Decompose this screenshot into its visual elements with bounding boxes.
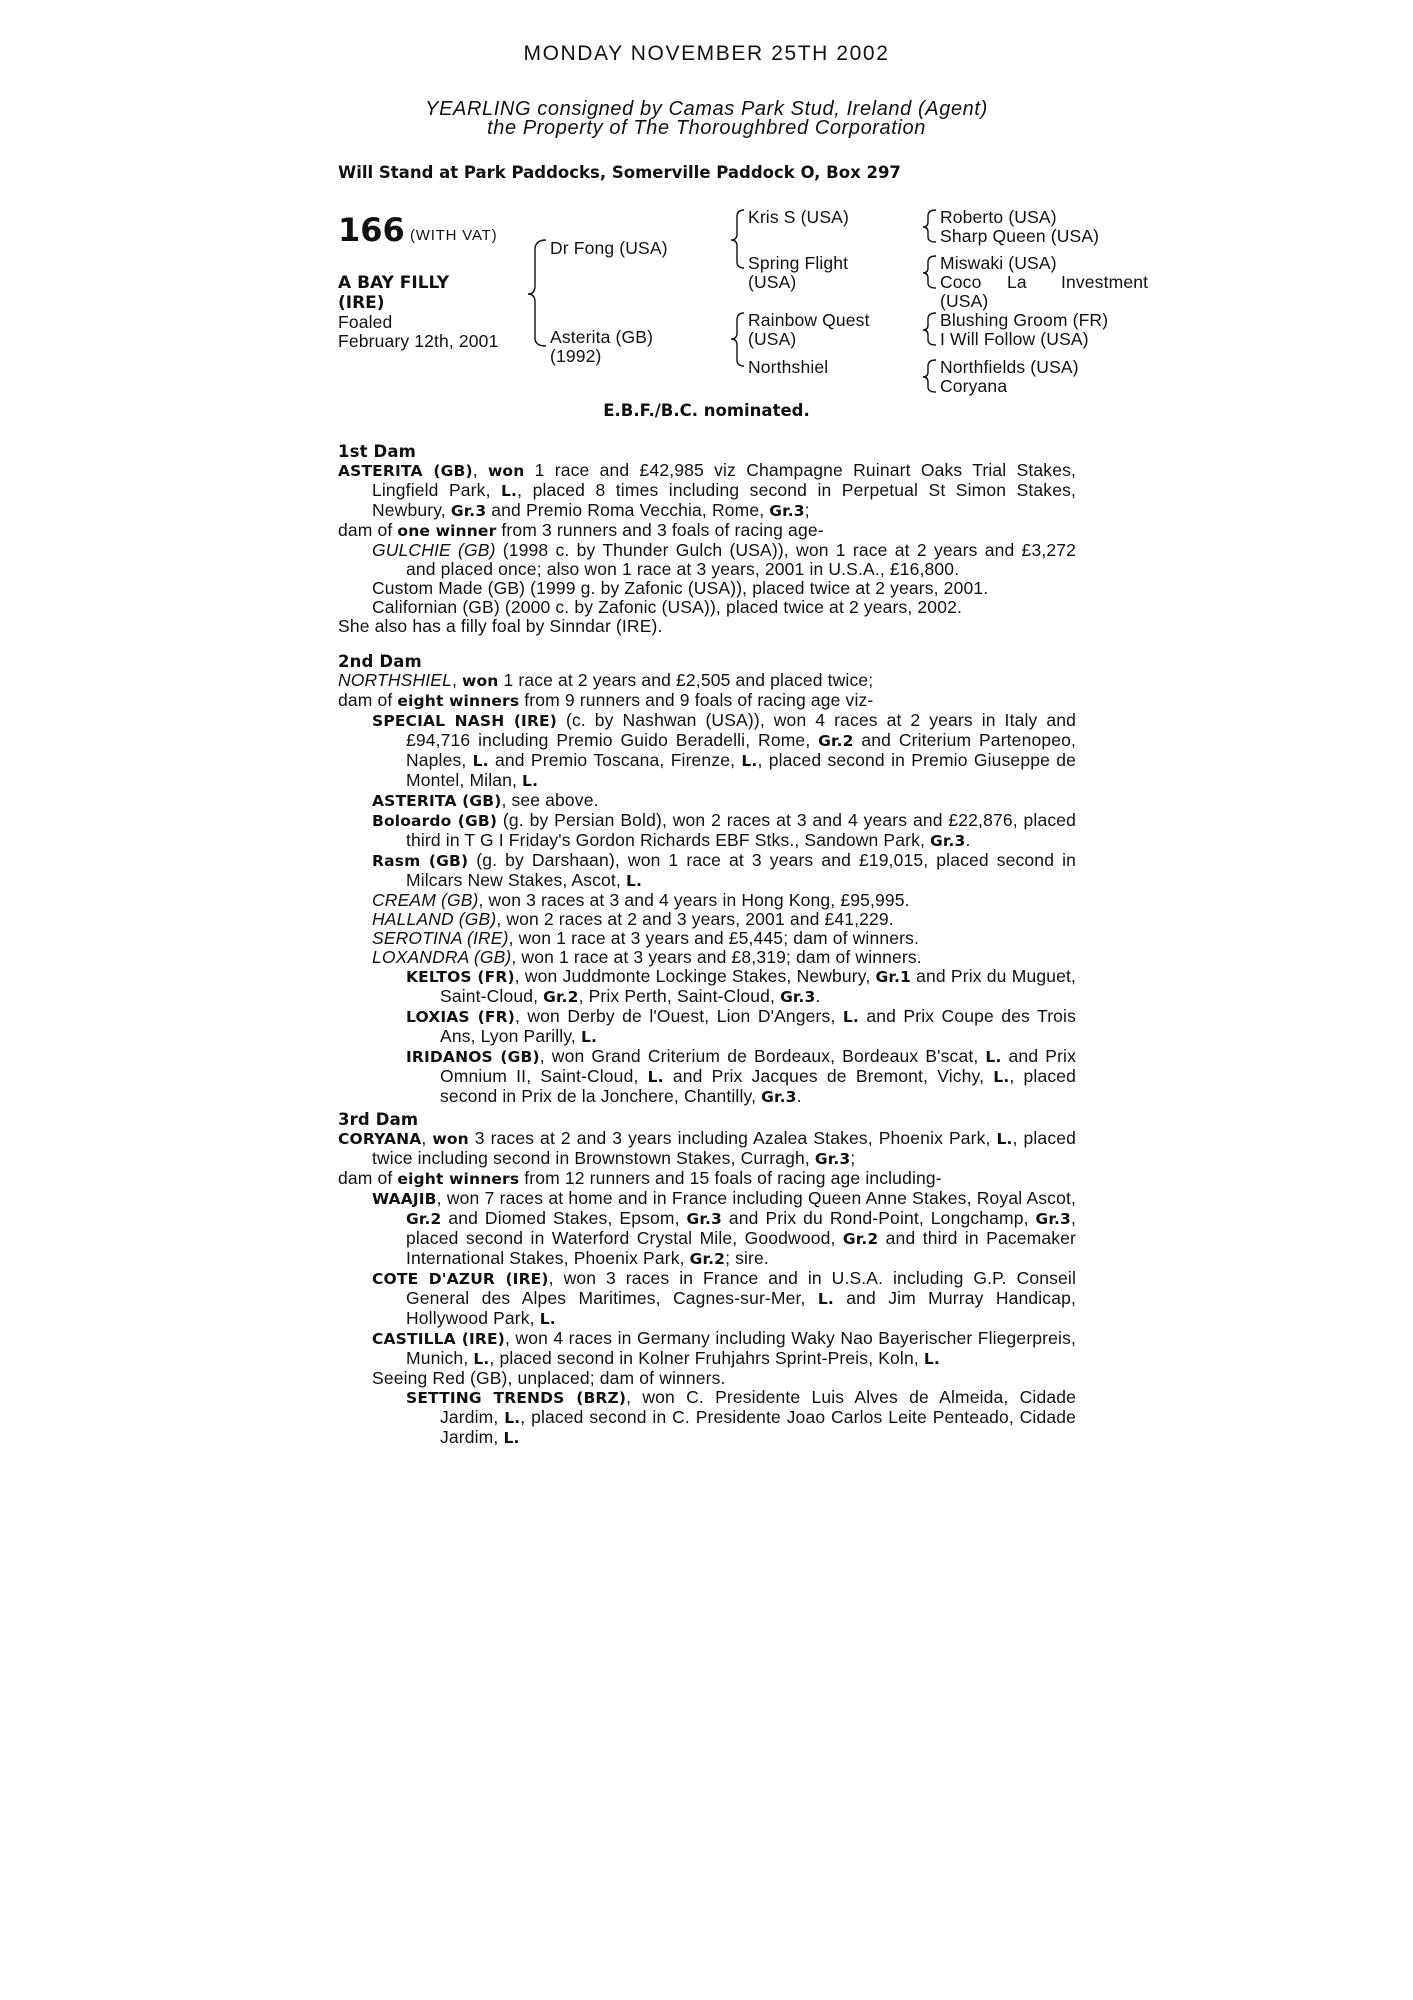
bold-text: L.	[539, 1310, 556, 1328]
entry-paragraph	[338, 811, 1076, 851]
bold-text: L.	[522, 772, 539, 790]
text-run: Custom Made (GB) (1999 g. by Zafonic (USA)), placed twice at 2 years, 2001.	[372, 578, 989, 598]
bold-text: L.	[472, 752, 489, 770]
bold-text: won	[432, 1130, 469, 1148]
bold-text: COTE D'AZUR (IRE)	[372, 1270, 549, 1288]
italic-text: GULCHIE (GB)	[372, 540, 496, 560]
text-run: , Prix Perth, Saint-Cloud,	[578, 986, 781, 1006]
text-run: , placed second in Prix de la Jonchere, Chantilly,	[440, 1066, 1077, 1106]
entry-paragraph	[338, 461, 1076, 521]
bold-text: Gr.3	[780, 988, 816, 1006]
bold-text: LOXIAS (FR)	[406, 1008, 515, 1026]
entry-paragraph	[338, 617, 1076, 636]
pedigree-gen3-item: Roberto (USA)	[940, 207, 1057, 227]
consignor-line-2: the Property of The Thoroughbred Corporation	[487, 117, 926, 139]
text-run: and Premio Toscana, Firenze,	[488, 750, 742, 770]
text-run: , won 3 races at 3 and 4 years in Hong Kong, £95,995.	[478, 890, 910, 910]
entry-paragraph	[338, 1189, 1076, 1269]
pedigree-gen2-item: Rainbow Quest	[748, 310, 870, 330]
bold-text: L.	[625, 872, 643, 890]
bold-text: won	[487, 462, 525, 480]
pedigree-gen3-item: (USA)	[940, 291, 989, 311]
text-run: .	[815, 986, 821, 1006]
text-run: dam of	[338, 1168, 398, 1188]
entry-paragraph	[338, 1129, 1076, 1169]
entry-paragraph	[338, 891, 1076, 910]
foaled-date: February 12th, 2001	[338, 331, 499, 351]
bold-text: Gr.2	[406, 1210, 442, 1228]
bold-text: Gr.2	[818, 732, 854, 750]
bold-text: L.	[842, 1008, 859, 1026]
text-run: .	[965, 830, 971, 850]
text-run: and Jim Murray Handicap, Hollywood Park,	[406, 1288, 1076, 1328]
entry-paragraph	[338, 1047, 1076, 1107]
text-run: from 9 runners and 9 foals of racing age viz-	[519, 690, 874, 710]
section-body	[338, 1129, 1076, 1448]
bold-text: L.	[923, 1350, 940, 1368]
text-run: , placed 8 times including second in Perpetual St Simon Stakes, Newbury,	[372, 480, 1076, 520]
entry-paragraph	[338, 1329, 1076, 1369]
text-run: and Prix du Muguet, Saint-Cloud,	[440, 966, 1076, 1006]
pedigree-sire: Dr Fong (USA)	[550, 238, 668, 258]
entry-paragraph	[338, 948, 1076, 967]
bold-text: ASTERITA (GB)	[338, 462, 473, 480]
bold-text: Gr.3	[761, 1088, 797, 1106]
text-run: 1 race at 2 years and £2,505 and placed twice;	[498, 670, 874, 690]
bold-text: Gr.2	[842, 1230, 879, 1248]
pedigree-gen2-item: (USA)	[748, 329, 797, 349]
text-run: , won Juddmonte Lockinge Stakes, Newbury,	[514, 966, 876, 986]
text-run: ;	[850, 1148, 856, 1168]
text-run: dam of	[338, 520, 398, 540]
text-run: , won Grand Criterium de Bordeaux, Bordeaux B'scat,	[539, 1046, 986, 1066]
text-run: from 12 runners and 15 foals of racing age including-	[519, 1168, 942, 1188]
section-heading: 1st Dam	[338, 442, 417, 461]
pedigree-gen3-item: La	[1007, 272, 1027, 292]
vat-note: (WITH VAT)	[410, 227, 498, 244]
bold-text: Gr.3	[686, 1210, 722, 1228]
bold-text: L.	[580, 1028, 598, 1046]
bold-text: Gr.1	[875, 968, 911, 986]
text-run: (1998 c. by Thunder Gulch (USA)), won 1 race at 2 years and £3,272 and placed once; also won 1 race at 3 years, 2001 in U.S.A., £16,800.	[406, 540, 1076, 579]
bold-text: Gr.3	[450, 502, 487, 520]
section-body	[338, 461, 1076, 636]
foaled-label: Foaled	[338, 312, 393, 332]
pedigree-gen3-item: Sharp Queen (USA)	[940, 226, 1100, 246]
pedigree-gen3-item: Northfields (USA)	[940, 357, 1079, 377]
entry-paragraph	[338, 541, 1076, 579]
entry-paragraph	[338, 521, 1076, 541]
entry-paragraph	[338, 711, 1076, 791]
bold-text: Gr.2	[543, 988, 579, 1006]
entry-paragraph	[338, 598, 1076, 617]
lot-description: A BAY FILLY	[338, 273, 450, 293]
italic-text: CREAM (GB)	[372, 890, 479, 910]
sale-date: MONDAY NOVEMBER 25TH 2002	[523, 42, 890, 65]
bold-text: one winner	[397, 522, 497, 540]
nomination-note: E.B.F./B.C. nominated.	[603, 401, 810, 420]
text-run: ,	[421, 1128, 433, 1148]
third-dam-section	[338, 1110, 1076, 1448]
pedigree-gen2-item: (USA)	[748, 272, 797, 292]
text-run: , won 1 race at 3 years and £5,445; dam of winners.	[508, 928, 919, 948]
bold-text: L.	[473, 1350, 490, 1368]
text-run: (g. by Persian Bold), won 2 races at 3 and 4 years and £22,876, placed third in T G I Friday's Gordon Richards EBF Stks., Sandown Park,	[406, 810, 1076, 850]
bold-text: Boloardo (GB)	[372, 812, 498, 830]
first-dam-section	[338, 442, 1076, 636]
text-run: , won 4 races in Germany including Waky Nao Bayerischer Fliegerpreis, Munich,	[406, 1328, 1076, 1368]
entry-paragraph	[338, 1369, 1076, 1388]
entry-paragraph	[338, 967, 1076, 1007]
text-run: from 3 runners and 3 foals of racing age-	[496, 520, 824, 540]
bold-text: L.	[996, 1130, 1013, 1148]
text-run: (c. by Nashwan (USA)), won 4 races at 2 years in Italy and £94,716 including Premio Guido Beradelli, Rome,	[406, 710, 1076, 750]
bold-text: Rasm (GB)	[372, 852, 469, 870]
pedigree-gen3-item: Miswaki (USA)	[940, 253, 1057, 273]
pedigree-gen3-item: I Will Follow (USA)	[940, 329, 1089, 349]
bold-text: L.	[817, 1290, 834, 1308]
text-run: ; sire.	[725, 1248, 769, 1268]
text-run: (g. by Darshaan), won 1 race at 3 years and £19,015, placed second in Milcars New Stakes, Ascot,	[406, 850, 1076, 890]
section-heading: 2nd Dam	[338, 652, 422, 671]
stand-location: Will Stand at Park Paddocks, Somerville Paddock O, Box 297	[338, 163, 901, 182]
text-run: and Premio Roma Vecchia, Rome,	[486, 500, 770, 520]
entry-paragraph	[338, 929, 1076, 948]
entry-paragraph	[338, 1007, 1076, 1047]
text-run: She also has a filly foal by Sinndar (IRE).	[338, 616, 663, 636]
bold-text: CASTILLA (IRE)	[372, 1330, 505, 1348]
second-dam-section	[338, 652, 1076, 1107]
entry-paragraph	[338, 851, 1076, 891]
bold-text: L.	[504, 1409, 521, 1427]
text-run: , won 7 races at home and in France including Queen Anne Stakes, Royal Ascot,	[436, 1188, 1076, 1208]
text-run: , placed twice including second in Brownstown Stakes, Curragh,	[372, 1128, 1076, 1168]
text-run: Californian (GB) (2000 c. by Zafonic (USA)), placed twice at 2 years, 2002.	[372, 597, 962, 617]
bold-text: L.	[647, 1068, 664, 1086]
italic-text: NORTHSHIEL	[338, 670, 452, 690]
entry-paragraph	[338, 691, 1076, 711]
text-run: 3 races at 2 and 3 years including Azalea Stakes, Phoenix Park,	[468, 1128, 997, 1148]
italic-text: LOXANDRA (GB)	[372, 947, 512, 967]
bold-text: Gr.3	[814, 1150, 851, 1168]
text-run: dam of	[338, 690, 398, 710]
text-run: and third in Pacemaker International Stakes, Phoenix Park,	[406, 1228, 1076, 1268]
section-body	[338, 671, 1076, 1107]
bold-text: IRIDANOS (GB)	[406, 1048, 540, 1066]
bold-text: Gr.3	[930, 832, 966, 850]
bold-text: L.	[501, 482, 518, 500]
entry-paragraph	[338, 1388, 1076, 1448]
bold-text: L.	[503, 1429, 520, 1447]
bold-text: SPECIAL NASH (IRE)	[372, 712, 558, 730]
pedigree-gen3-item: Coryana	[940, 376, 1008, 396]
bold-text: Gr.3	[769, 502, 805, 520]
text-run: ;	[804, 500, 810, 520]
lot-description-country: (IRE)	[338, 293, 385, 313]
pedigree-gen2-item: Kris S (USA)	[748, 207, 849, 227]
pedigree-dam: Asterita (GB)	[550, 327, 654, 347]
text-run: , won C. Presidente Luis Alves de Almeida, Cidade Jardim,	[440, 1387, 1076, 1427]
bold-text: KELTOS (FR)	[406, 968, 515, 986]
bold-text: Gr.2	[689, 1250, 726, 1268]
bold-text: won	[462, 672, 499, 690]
pedigree-gen2-item: Northshiel	[748, 357, 829, 377]
pedigree-gen3-item: Coco	[940, 272, 982, 292]
bold-text: eight winners	[397, 1170, 520, 1188]
entry-paragraph	[338, 791, 1076, 811]
italic-text: HALLAND (GB)	[372, 909, 497, 929]
bold-text: eight winners	[397, 692, 520, 710]
text-run: and Prix Omnium II, Saint-Cloud,	[440, 1046, 1076, 1086]
section-heading: 3rd Dam	[338, 1110, 419, 1129]
bold-text: WAAJIB	[372, 1190, 437, 1208]
text-run: and Prix du Rond-Point, Longchamp,	[721, 1208, 1036, 1228]
text-run: ,	[451, 670, 463, 690]
text-run: ,	[472, 460, 488, 480]
pedigree-dam-year: (1992)	[550, 346, 602, 366]
entry-paragraph	[338, 910, 1076, 929]
text-run: 1 race and £42,985 viz Champagne Ruinart Oaks Trial Stakes, Lingfield Park,	[372, 460, 1077, 500]
bold-text: Gr.3	[1035, 1210, 1071, 1228]
text-run: and Criterium Partenopeo, Naples,	[406, 730, 1076, 770]
text-run: and Prix Coupe des Trois Ans, Lyon Parilly,	[440, 1006, 1076, 1046]
text-run: and Prix Jacques de Bremont, Vichy,	[663, 1066, 994, 1086]
pedigree-gen3-item: Investment	[1061, 272, 1149, 292]
text-run: , won 1 race at 3 years and £8,319; dam of winners.	[511, 947, 922, 967]
text-run: , placed second in Waterford Crystal Mile, Goodwood,	[406, 1208, 1076, 1248]
consignor-line-1: YEARLING consigned by Camas Park Stud, Ireland (Agent)	[425, 98, 988, 120]
text-run: , won 2 races at 2 and 3 years, 2001 and £41,229.	[496, 909, 894, 929]
entry-paragraph	[338, 579, 1076, 598]
text-run: , won 3 races in France and in U.S.A. including G.P. Conseil General des Alpes Maritimes, Cagnes-sur-Mer,	[406, 1268, 1076, 1308]
pedigree-gen2-item: Spring Flight	[748, 253, 849, 273]
bold-text: ASTERITA (GB)	[372, 792, 502, 810]
bold-text: SETTING TRENDS (BRZ)	[406, 1389, 627, 1407]
bold-text: L.	[741, 752, 758, 770]
text-run: , placed second in Kolner Fruhjahrs Sprint-Preis, Koln,	[489, 1348, 924, 1368]
bold-text: L.	[985, 1048, 1002, 1066]
text-run: , see above.	[501, 790, 599, 810]
text-run: , placed second in Premio Giuseppe de Montel, Milan,	[406, 750, 1076, 790]
bold-text: L.	[993, 1068, 1010, 1086]
entry-paragraph	[338, 671, 1076, 691]
lot-number: 166	[338, 211, 405, 249]
entry-paragraph	[338, 1169, 1076, 1189]
text-run: Seeing Red (GB), unplaced; dam of winners.	[372, 1368, 726, 1388]
text-run: .	[796, 1086, 802, 1106]
text-run: and Diomed Stakes, Epsom,	[441, 1208, 687, 1228]
entry-paragraph	[338, 1269, 1076, 1329]
text-run: , won Derby de l'Ouest, Lion D'Angers,	[514, 1006, 843, 1026]
bold-text: CORYANA	[338, 1130, 422, 1148]
italic-text: SEROTINA (IRE)	[372, 928, 509, 948]
text-run: , placed second in C. Presidente Joao Carlos Leite Penteado, Cidade Jardim,	[440, 1407, 1076, 1447]
pedigree-gen3-item: Blushing Groom (FR)	[940, 310, 1109, 330]
